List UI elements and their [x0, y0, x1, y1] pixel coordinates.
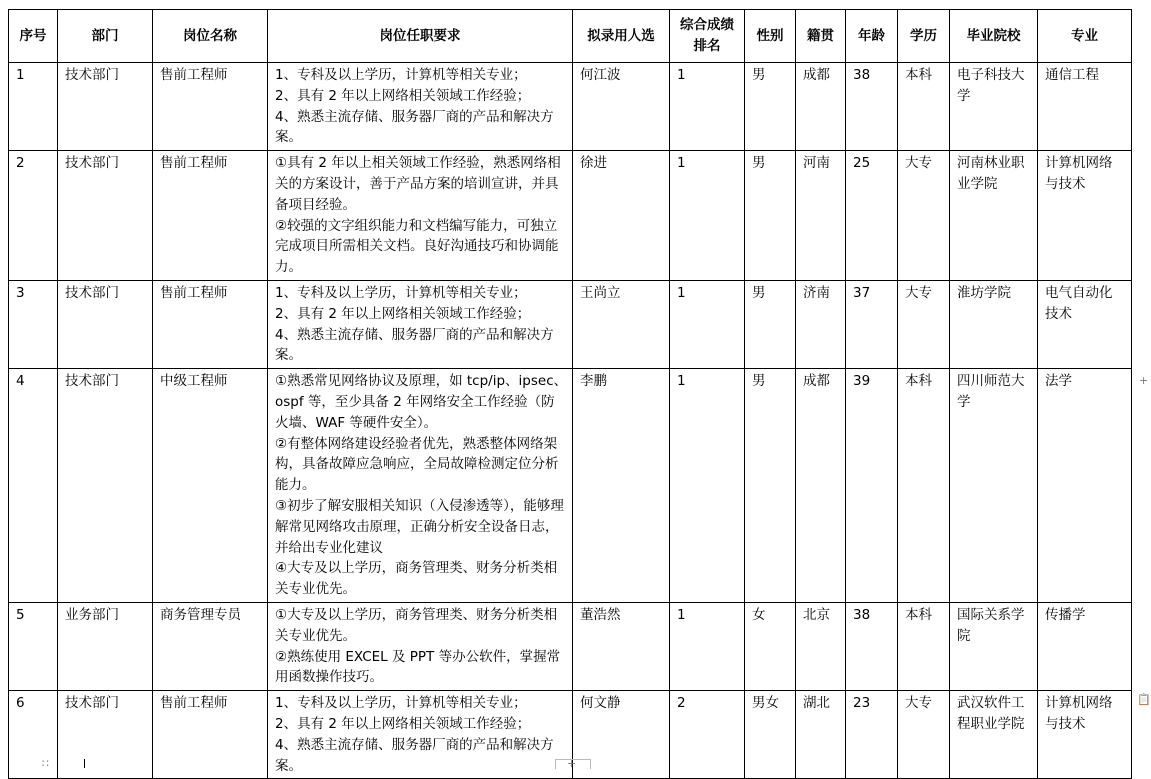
cell-dept: 技术部门 [58, 369, 153, 603]
table-row [9, 151, 1132, 281]
requirement-line: 1、专科及以上学历，计算机等相关专业； [275, 67, 527, 83]
header-row [9, 10, 1132, 63]
requirement-line: 4、熟悉主流存储、服务器厂商的产品和解决方案。 [275, 326, 554, 364]
column-header: 岗位任职要求 [268, 10, 573, 63]
cell-age: 37 [846, 280, 898, 368]
cell-candidate: 董浩然 [573, 602, 670, 690]
requirement-line: 4、熟悉主流存储、服务器厂商的产品和解决方案。 [275, 108, 554, 146]
cell-requirements [268, 691, 573, 779]
cell-origin: 北京 [796, 602, 846, 690]
column-header: 籍贯 [796, 10, 846, 63]
cell-education: 本科 [898, 602, 950, 690]
cell-age: 38 [846, 602, 898, 690]
requirement-line: ②较强的文字组织能力和文档编写能力，可独立完成项目所需相关文档。良好沟通技巧和协调能力。 [275, 217, 559, 276]
cell-age: 23 [846, 691, 898, 779]
cell-rank: 1 [670, 369, 745, 603]
cell-no: 6 [9, 691, 58, 779]
cell-gender: 男 [745, 151, 796, 281]
add-column-icon: + [567, 757, 577, 770]
cell-education: 大专 [898, 280, 950, 368]
cell-no: 3 [9, 280, 58, 368]
cell-age: 39 [846, 369, 898, 603]
cell-education: 大专 [898, 151, 950, 281]
cell-no: 1 [9, 63, 58, 151]
cell-requirements [268, 63, 573, 151]
text-cursor [84, 759, 85, 768]
cell-major: 传播学 [1038, 602, 1132, 690]
cell-requirements [268, 151, 573, 281]
cell-education: 本科 [898, 369, 950, 603]
requirement-line: 4、熟悉主流存储、服务器厂商的产品和解决方案。 [275, 736, 554, 774]
column-header: 序号 [9, 10, 58, 63]
cell-age: 25 [846, 151, 898, 281]
cell-post: 售前工程师 [153, 691, 268, 779]
cell-dept: 技术部门 [58, 63, 153, 151]
cell-school: 国际关系学院 [950, 602, 1038, 690]
cell-candidate: 李鹏 [573, 369, 670, 603]
cell-rank: 1 [670, 63, 745, 151]
cell-education: 本科 [898, 63, 950, 151]
cell-origin: 成都 [796, 369, 846, 603]
cell-candidate: 王尚立 [573, 280, 670, 368]
add-column-button[interactable] [555, 759, 591, 769]
requirement-line: ②熟练使用 EXCEL 及 PPT 等办公软件，掌握常用函数操作技巧。 [275, 648, 561, 686]
column-header: 综合成绩排名 [670, 10, 745, 63]
cell-requirements [268, 602, 573, 690]
cell-major: 计算机网络与技术 [1038, 151, 1132, 281]
cell-school: 武汉软件工程职业学院 [950, 691, 1038, 779]
cell-school: 河南林业职业学院 [950, 151, 1038, 281]
cell-major: 法学 [1038, 369, 1132, 603]
column-header: 学历 [898, 10, 950, 63]
table-move-handle-icon[interactable]: ∷ [42, 757, 49, 770]
cell-post: 售前工程师 [153, 63, 268, 151]
requirement-line: ③初步了解安服相关知识（入侵渗透等），能够理解常见网络攻击原理，正确分析安全设备日志，并给出专业化建议 [275, 497, 564, 556]
requirement-line: 2、具有 2 年以上网络相关领域工作经验； [275, 305, 531, 322]
table-body [9, 63, 1132, 779]
requirement-line: 2、具有 2 年以上网络相关领域工作经验； [275, 715, 531, 732]
add-row-icon[interactable]: + [1139, 374, 1149, 387]
cell-major: 电气自动化技术 [1038, 280, 1132, 368]
cell-gender: 男 [745, 280, 796, 368]
table-row [9, 602, 1132, 690]
cell-dept: 技术部门 [58, 691, 153, 779]
cell-school: 淮坊学院 [950, 280, 1038, 368]
cell-origin: 湖北 [796, 691, 846, 779]
cell-age: 38 [846, 63, 898, 151]
cell-rank: 2 [670, 691, 745, 779]
cell-no: 2 [9, 151, 58, 281]
cell-dept: 技术部门 [58, 151, 153, 281]
cell-candidate: 何江波 [573, 63, 670, 151]
cell-gender: 男 [745, 63, 796, 151]
cell-candidate: 何文静 [573, 691, 670, 779]
cell-dept: 业务部门 [58, 602, 153, 690]
requirement-line: 2、具有 2 年以上网络相关领域工作经验； [275, 87, 531, 104]
cell-education: 大专 [898, 691, 950, 779]
cell-post: 售前工程师 [153, 151, 268, 281]
cell-major: 通信工程 [1038, 63, 1132, 151]
cell-no: 5 [9, 602, 58, 690]
cell-gender: 男 [745, 369, 796, 603]
cell-major: 计算机网络与技术 [1038, 691, 1132, 779]
cell-rank: 1 [670, 602, 745, 690]
table-row [9, 369, 1132, 603]
cell-dept: 技术部门 [58, 280, 153, 368]
requirement-line: 1、专科及以上学历，计算机等相关专业； [275, 695, 527, 712]
cell-post: 中级工程师 [153, 369, 268, 603]
cell-rank: 1 [670, 151, 745, 281]
column-header: 岗位名称 [153, 10, 268, 63]
requirement-line: ①大专及以上学历，商务管理类、财务分析类相关专业优先。 [275, 606, 558, 644]
cell-origin: 济南 [796, 280, 846, 368]
column-header: 拟录用人选 [573, 10, 670, 63]
cell-requirements [268, 369, 573, 603]
requirement-line: ①熟悉常见网络协议及原理，如 tcp/ip、ipsec、ospf 等，至少具备 2 年网络安全工作经验（防火墙、WAF 等硬件安全）。 [275, 373, 568, 431]
paste-options-icon[interactable]: 📋 [1137, 693, 1151, 706]
requirement-line: ①具有 2 年以上相关领域工作经验，熟悉网络相关的方案设计，善于产品方案的培训宣讲，并具备项目经验。 [275, 155, 561, 213]
cell-requirements [268, 280, 573, 368]
column-header: 部门 [58, 10, 153, 63]
cell-gender: 女 [745, 602, 796, 690]
column-header: 性别 [745, 10, 796, 63]
cell-candidate: 徐进 [573, 151, 670, 281]
table-row [9, 63, 1132, 151]
table-row [9, 280, 1132, 368]
cell-post: 商务管理专员 [153, 602, 268, 690]
requirement-line: ④大专及以上学历，商务管理类、财务分析类相关专业优先。 [275, 560, 558, 598]
requirement-line: 1、专科及以上学历，计算机等相关专业； [275, 284, 527, 301]
column-header: 毕业院校 [950, 10, 1038, 63]
cell-school: 四川师范大学 [950, 369, 1038, 603]
cell-origin: 河南 [796, 151, 846, 281]
column-header: 年龄 [846, 10, 898, 63]
cell-school: 电子科技大学 [950, 63, 1038, 151]
cell-post: 售前工程师 [153, 280, 268, 368]
cell-gender: 男女 [745, 691, 796, 779]
requirement-line: ②有整体网络建设经验者优先，熟悉整体网络架构，具备故障应急响应，全局故障检测定位分析能力。 [275, 435, 559, 494]
recruitment-table [8, 9, 1132, 779]
cell-no: 4 [9, 369, 58, 603]
cell-rank: 1 [670, 280, 745, 368]
column-header: 专业 [1038, 10, 1132, 63]
cell-origin: 成都 [796, 63, 846, 151]
